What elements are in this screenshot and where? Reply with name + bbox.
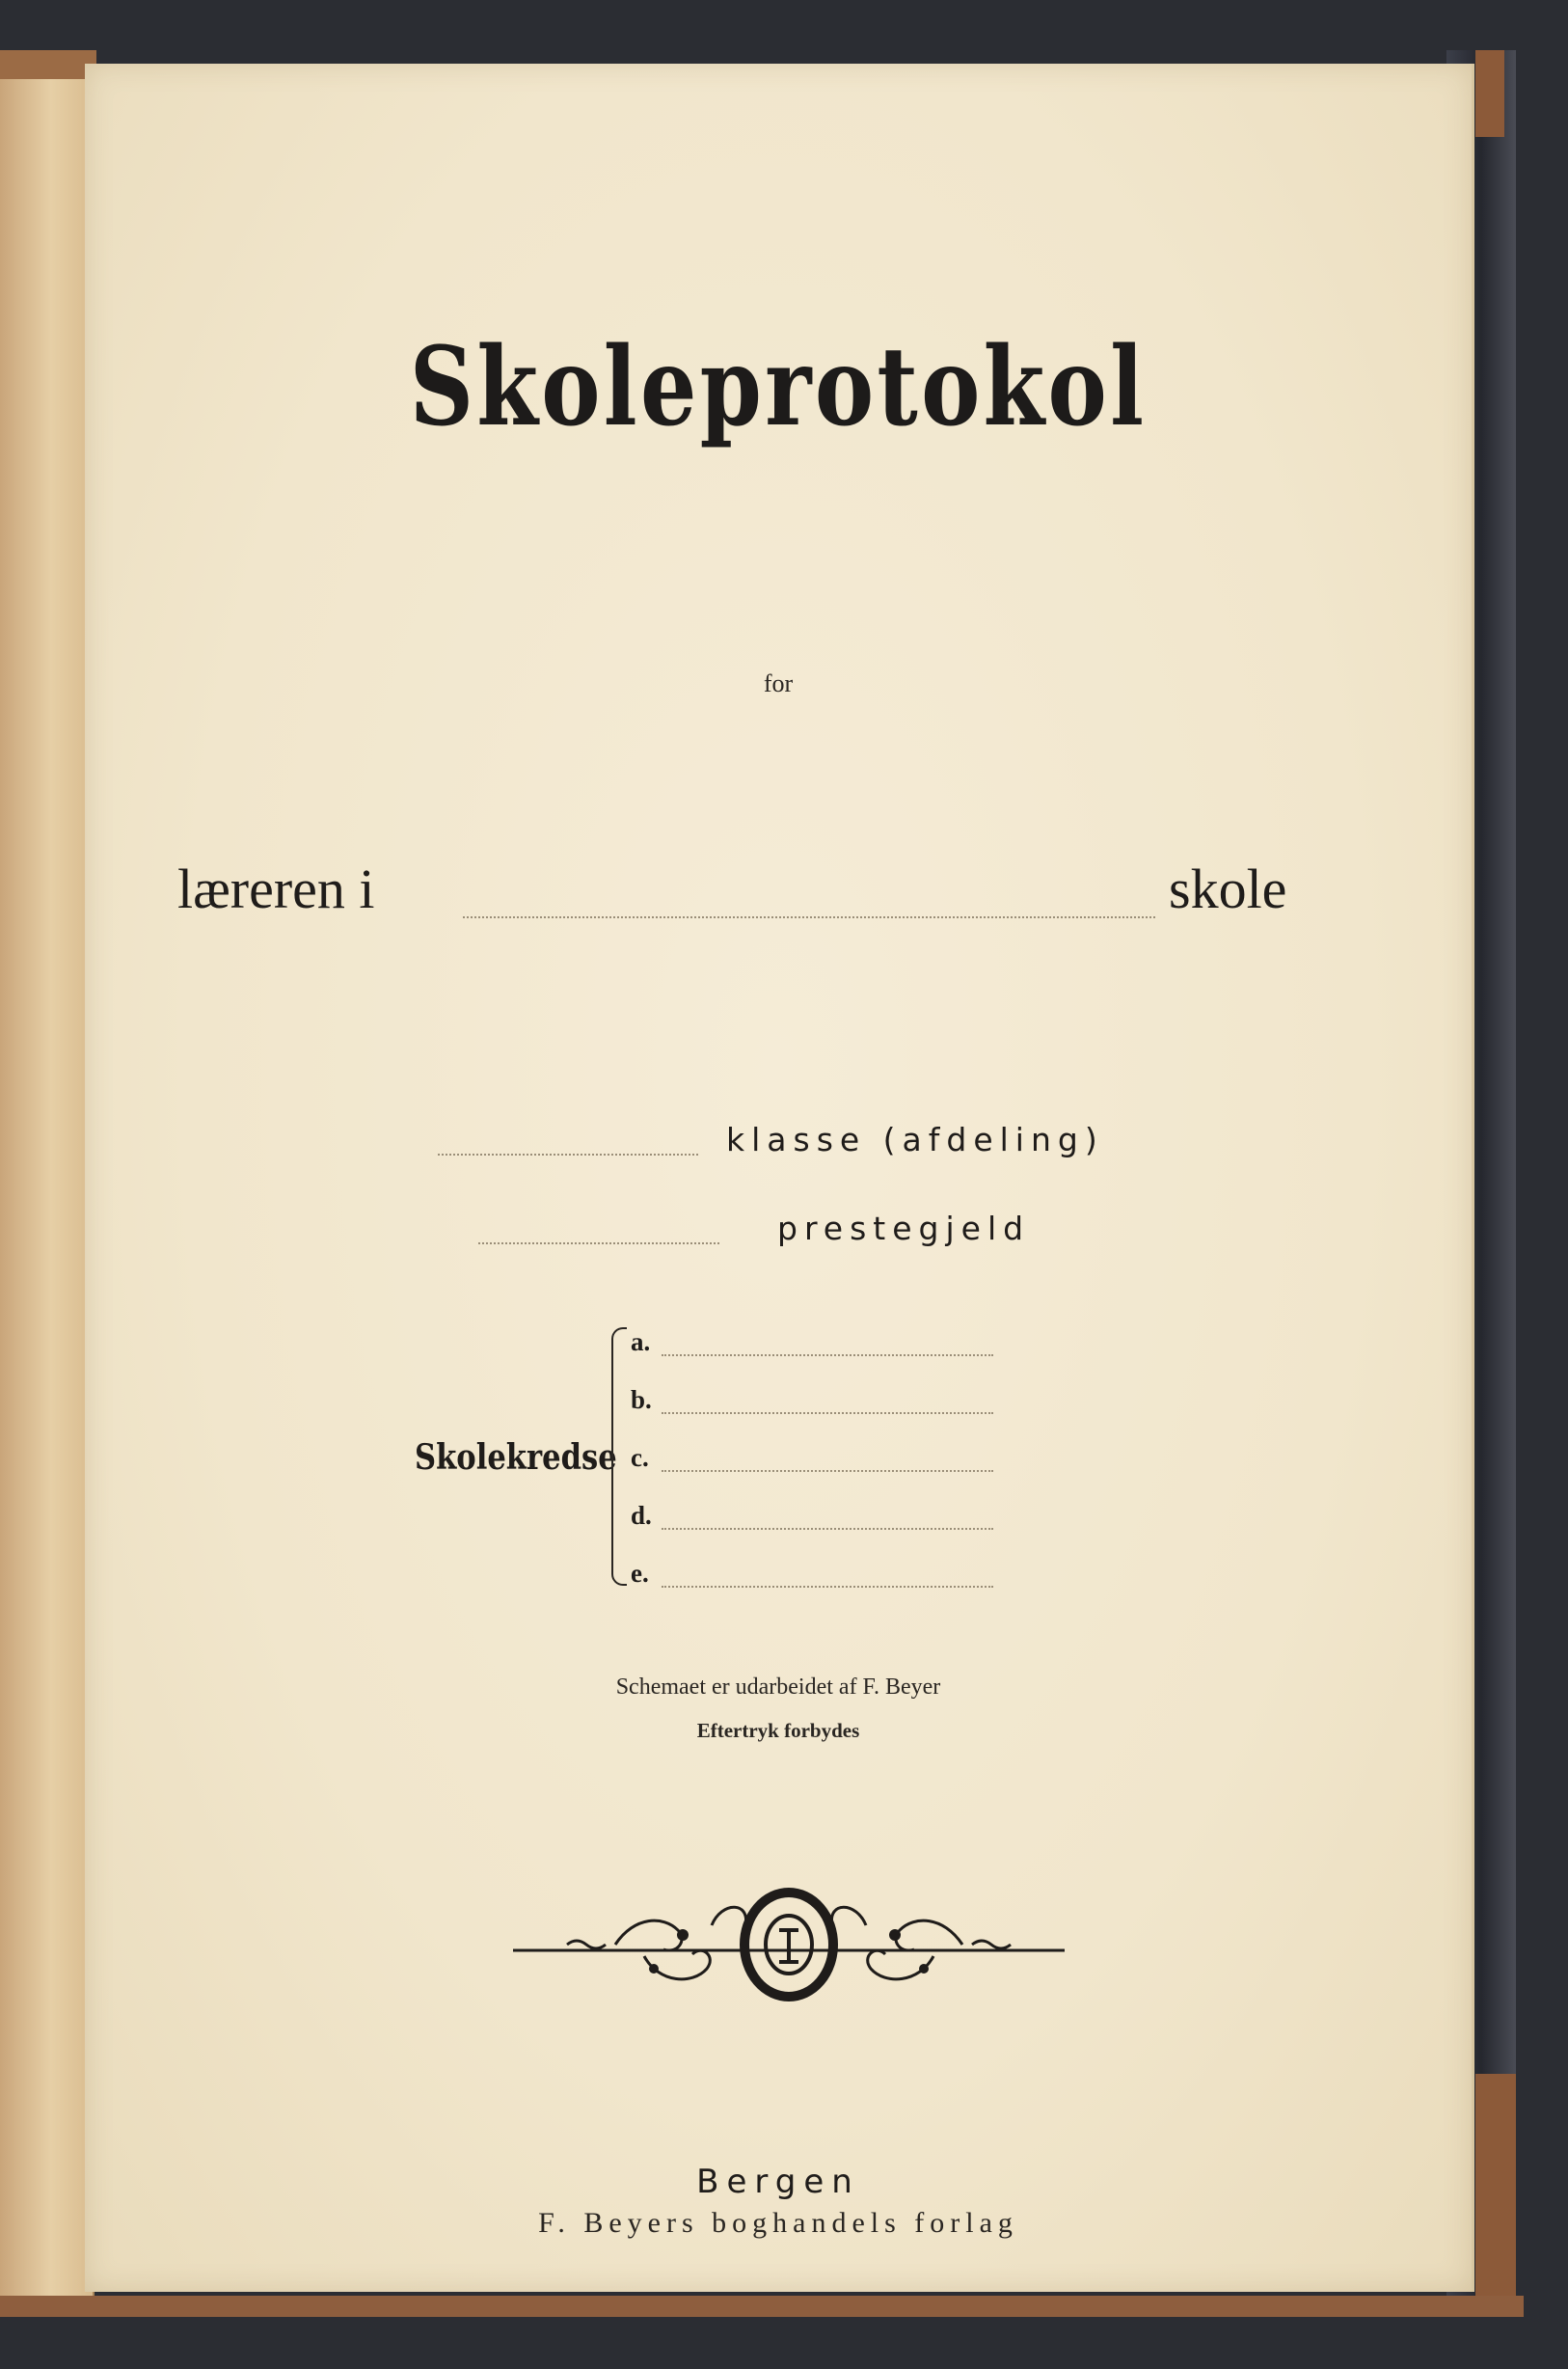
title-page [85,64,1474,2292]
cover-corner-bottom [1475,2074,1516,2305]
district-letter-d: d. [631,1501,652,1530]
for-label: for [763,669,794,697]
imprint-city: Bergen [696,2163,860,2201]
district-letter-b: b. [631,1385,652,1414]
districts-brace [611,1327,627,1586]
school-label: skole [1169,858,1287,920]
class-field[interactable] [438,1154,698,1156]
district-letter-e: e. [631,1559,649,1588]
district-letter-a: a. [631,1327,651,1356]
printers-ornament [509,1877,1068,2002]
school-name-field[interactable] [463,916,1155,918]
copyright-note: Eftertryk forbydes [696,1719,860,1742]
cover-corner-top [1475,50,1504,137]
scheme-note: Schemaet er udarbeidet af F. Beyer [615,1675,941,1700]
cover-edge-bottom [0,2296,1524,2317]
district-field-b[interactable] [662,1412,993,1414]
district-field-a[interactable] [662,1354,993,1356]
class-label: klasse (afdeling) [726,1121,1104,1158]
district-field-e[interactable] [662,1586,993,1588]
district-field-c[interactable] [662,1470,993,1472]
parish-label: prestegjeld [777,1210,1031,1247]
district-field-d[interactable] [662,1528,993,1530]
teacher-label: læreren i [177,858,375,920]
document-title: Skoleprotokol [409,324,1148,450]
districts-label: Skolekredse [415,1437,617,1478]
book-cover-left [0,50,95,2307]
district-letter-c: c. [631,1443,649,1472]
parish-field[interactable] [478,1242,719,1244]
imprint-publisher: F. Beyers boghandels forlag [538,2207,1018,2239]
cover-edge-top [0,50,96,79]
